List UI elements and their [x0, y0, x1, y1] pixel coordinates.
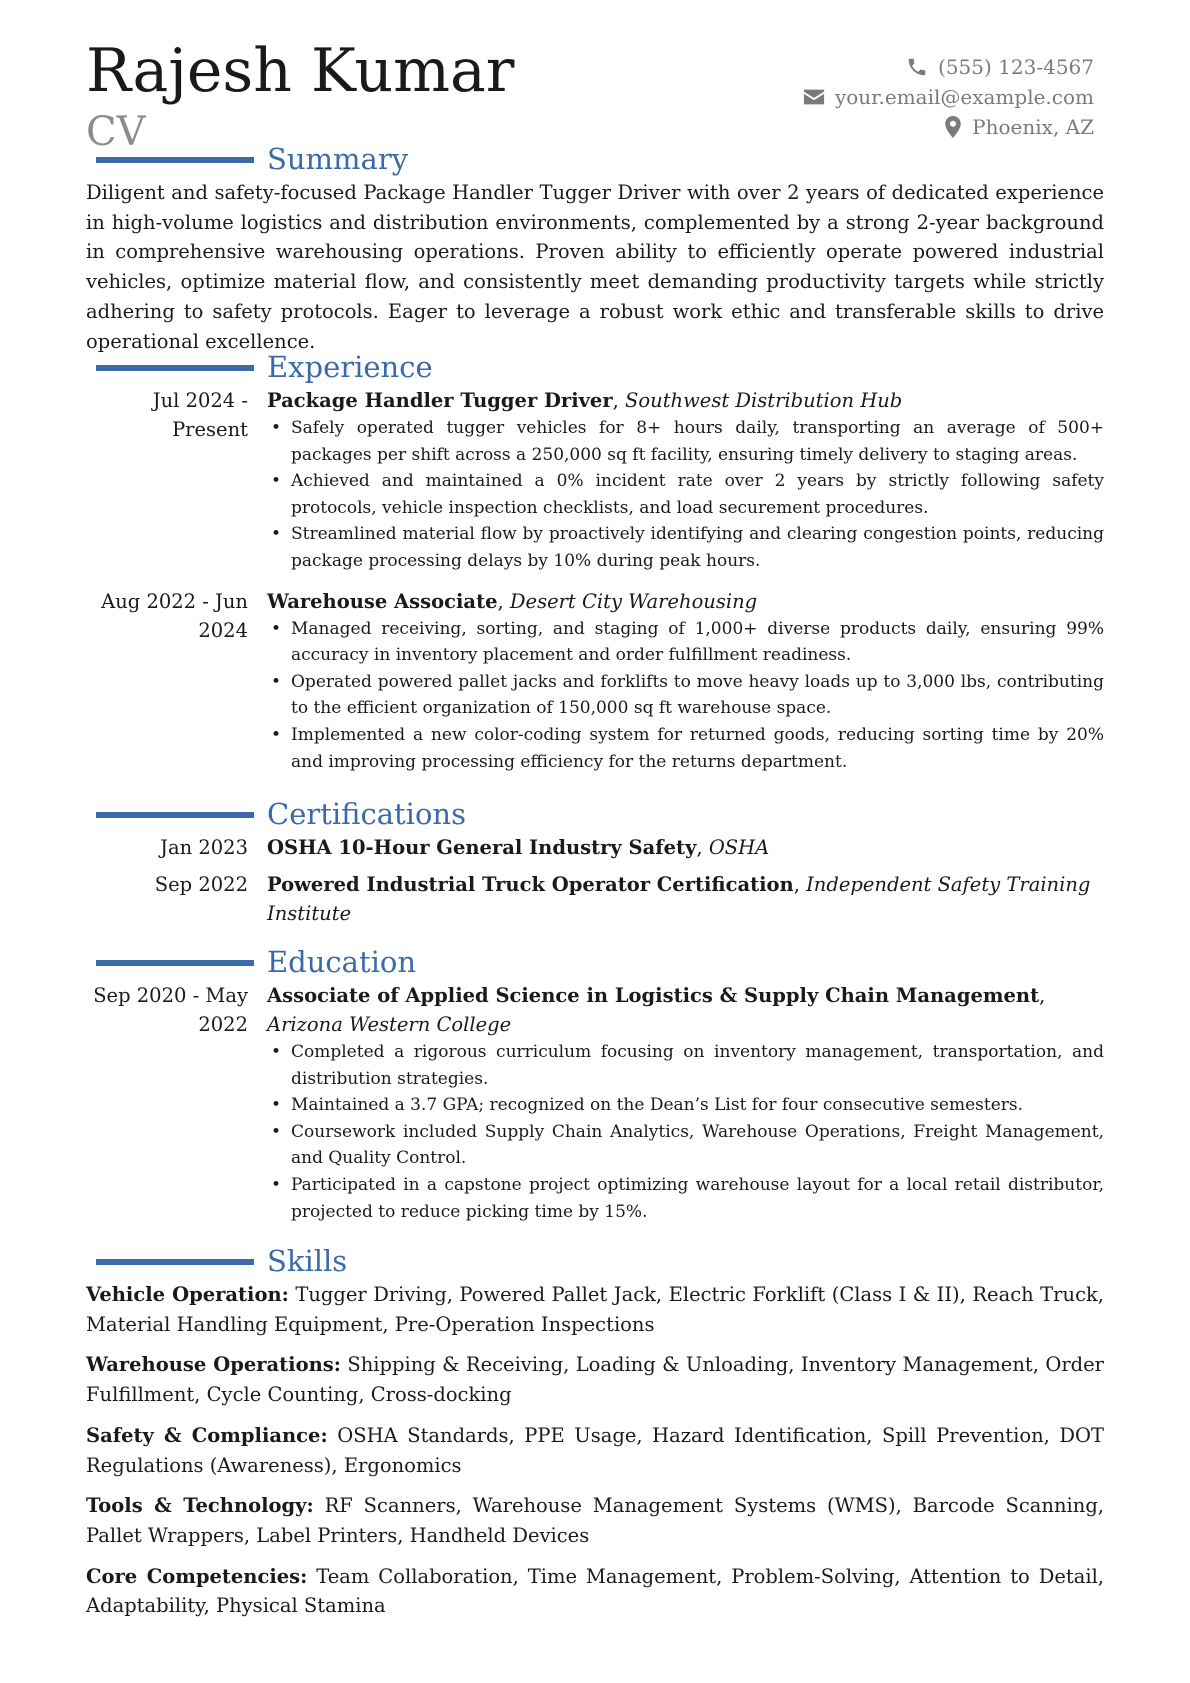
- list-item: • Maintained a 3.7 GPA; recognized on the Dean’s List for four consecutive semesters.: [267, 1092, 1104, 1119]
- list-item: • Managed receiving, sorting, and staging of 1,000+ diverse products daily, ensuring 99% accuracy in inventory placement and order fulfillment readiness.: [267, 616, 1104, 669]
- entry-date: Sep 2022: [154, 873, 248, 896]
- entry-date: Jan 2023: [160, 836, 248, 859]
- skill-label: Core Competencies:: [86, 1564, 308, 1588]
- degree: Associate of Applied Science in Logistics & Supply Chain Management: [267, 984, 1040, 1007]
- list-item: • Safely operated tugger vehicles for 8+ hours daily, transporting an average of 500+ packages per shift across a 250,000 sq ft facility, ensuring timely delivery to staging areas.: [267, 415, 1104, 468]
- summary-text: Diligent and safety-focused Package Handler Tugger Driver with over 2 years of dedicated experience in high-volume logistics and distribution environments, complemented by a strong 2-year background in comprehensive warehousing operations. Proven ability to efficiently operate powered industrial vehicles, optimize material flow, and consistently meet demanding productivity targets while strictly adhering to safety protocols. Eager to leverage a robust work ethic and transferable skills to drive operational excellence.: [86, 181, 1104, 353]
- list-item: • Implemented a new color-coding system for returned goods, reducing sorting time by 20% and improving processing efficiency for the returns department.: [267, 722, 1104, 775]
- issuer: OSHA: [708, 836, 770, 859]
- section-accent-bar: [96, 812, 254, 818]
- certification-name: OSHA 10-Hour General Industry Safety: [267, 836, 697, 859]
- section-title: Education: [267, 945, 417, 979]
- entry-heading: Warehouse Associate, Desert City Warehousing: [267, 589, 758, 613]
- skill-list: RF Scanners, Warehouse Management Systems (WMS), Barcode Scanning, Pallet Wrappers, Label Printers, Handheld Devices: [86, 1494, 1104, 1547]
- skill-list: Tugger Driving, Powered Pallet Jack, Electric Forklift (Class I & II), Reach Truck, Material Handling Equipment, Pre-Operation Inspections: [86, 1283, 1104, 1336]
- section-accent-bar: [96, 960, 254, 966]
- skill-group: [86, 1562, 1104, 1621]
- bullet-list: [267, 1039, 1104, 1225]
- list-item: • Streamlined material flow by proactively identifying and clearing congestion points, reducing package processing delays by 10% during peak hours.: [267, 521, 1104, 574]
- bullet-list: [267, 415, 1104, 575]
- experience-entry: [86, 587, 1104, 776]
- section-title: Summary: [267, 142, 409, 176]
- section-title: Certifications: [267, 797, 466, 831]
- skill-list: Team Collaboration, Time Management, Problem-Solving, Attention to Detail, Adaptability, Physical Stamina: [86, 1564, 1105, 1618]
- section-education: [86, 943, 1104, 1237]
- skill-group: [86, 1350, 1104, 1409]
- experience-entry: [86, 386, 1104, 575]
- entry-date: Jul 2024 - Present: [152, 389, 248, 441]
- list-item: • Participated in a capstone project optimizing warehouse layout for a local retail distributor, projected to reduce picking time by 15%.: [267, 1172, 1104, 1225]
- entry-heading: OSHA 10-Hour General Industry Safety, OSHA: [267, 836, 770, 859]
- entry-heading: Package Handler Tugger Driver, Southwest Distribution Hub: [267, 389, 903, 412]
- document-subtitle: CV: [86, 109, 146, 155]
- bullet-list: [267, 616, 1104, 776]
- entry-heading: Powered Industrial Truck Operator Certification, Independent Safety Training Institute: [267, 873, 1091, 925]
- section-title: Experience: [267, 350, 433, 384]
- phone-number: (555) 123-4567: [938, 55, 1094, 79]
- section-certifications: [86, 795, 1104, 940]
- section-header: [86, 348, 1104, 386]
- section-experience: [86, 348, 1104, 787]
- entry-heading: Associate of Applied Science in Logistics & Supply Chain Management, Arizona Western College: [267, 984, 1046, 1036]
- section-accent-bar: [96, 157, 254, 163]
- entry-date: Sep 2020 - May 2022: [93, 984, 248, 1036]
- entry-content: [267, 386, 1104, 575]
- employer: Desert City Warehousing: [509, 589, 758, 613]
- job-title: Warehouse Associate: [267, 589, 498, 613]
- skill-label: Safety & Compliance:: [86, 1423, 328, 1447]
- job-title: Package Handler Tugger Driver: [267, 389, 613, 412]
- list-item: • Achieved and maintained a 0% incident rate over 2 years by strictly following safety protocols, vehicle inspection checklists, and load securement procedures.: [267, 468, 1104, 521]
- section-header: [86, 140, 1104, 178]
- school: Arizona Western College: [267, 1013, 512, 1036]
- education-entry: [86, 981, 1104, 1225]
- entry-date: Aug 2022 - Jun 2024: [101, 589, 248, 642]
- skill-group: [86, 1491, 1104, 1550]
- list-item: • Operated powered pallet jacks and forklifts to move heavy loads up to 3,000 lbs, contributing to the efficient organization of 150,000 sq ft warehouse space.: [267, 669, 1104, 722]
- contact-phone: [803, 52, 1094, 82]
- entry-content: [267, 981, 1104, 1225]
- skill-group: [86, 1421, 1104, 1480]
- skill-list: Shipping & Receiving, Loading & Unloading, Inventory Management, Order Fulfillment, Cycle Counting, Cross-docking: [86, 1353, 1104, 1407]
- skill-list: OSHA Standards, PPE Usage, Hazard Identification, Spill Prevention, DOT Regulations (Awareness), Ergonomics: [86, 1423, 1105, 1477]
- section-header: [86, 795, 1104, 833]
- list-item: • Completed a rigorous curriculum focusing on inventory management, transportation, and distribution strategies.: [267, 1039, 1104, 1092]
- section-header: [86, 1242, 1104, 1280]
- envelope-icon: [803, 88, 825, 106]
- section-title: Skills: [267, 1244, 348, 1278]
- employer: Southwest Distribution Hub: [625, 389, 903, 412]
- skill-label: Tools & Technology:: [86, 1494, 314, 1518]
- issuer: Independent Safety Training Institute: [267, 873, 1091, 925]
- section-accent-bar: [96, 365, 254, 371]
- location-text: Phoenix, AZ: [972, 115, 1094, 139]
- section-accent-bar: [96, 1259, 254, 1265]
- skill-label: Vehicle Operation:: [86, 1283, 289, 1306]
- contact-block: [803, 52, 1094, 142]
- skill-group: [86, 1280, 1104, 1339]
- section-summary: [86, 140, 1104, 356]
- section-header: [86, 943, 1104, 981]
- certification-entry: [86, 870, 1104, 928]
- certification-entry: [86, 833, 1104, 862]
- phone-icon: [906, 56, 928, 78]
- contact-email: [803, 82, 1094, 112]
- person-name: Rajesh Kumar: [86, 36, 515, 106]
- email-link[interactable]: your.email@example.com: [834, 85, 1094, 109]
- contact-location: [803, 112, 1094, 142]
- list-item: • Coursework included Supply Chain Analytics, Warehouse Operations, Freight Management, and Quality Control.: [267, 1119, 1104, 1172]
- entry-content: [267, 587, 1104, 776]
- location-pin-icon: [944, 116, 962, 138]
- skill-label: Warehouse Operations:: [86, 1353, 341, 1377]
- certification-name: Powered Industrial Truck Operator Certification: [267, 873, 794, 896]
- section-skills: [86, 1242, 1104, 1632]
